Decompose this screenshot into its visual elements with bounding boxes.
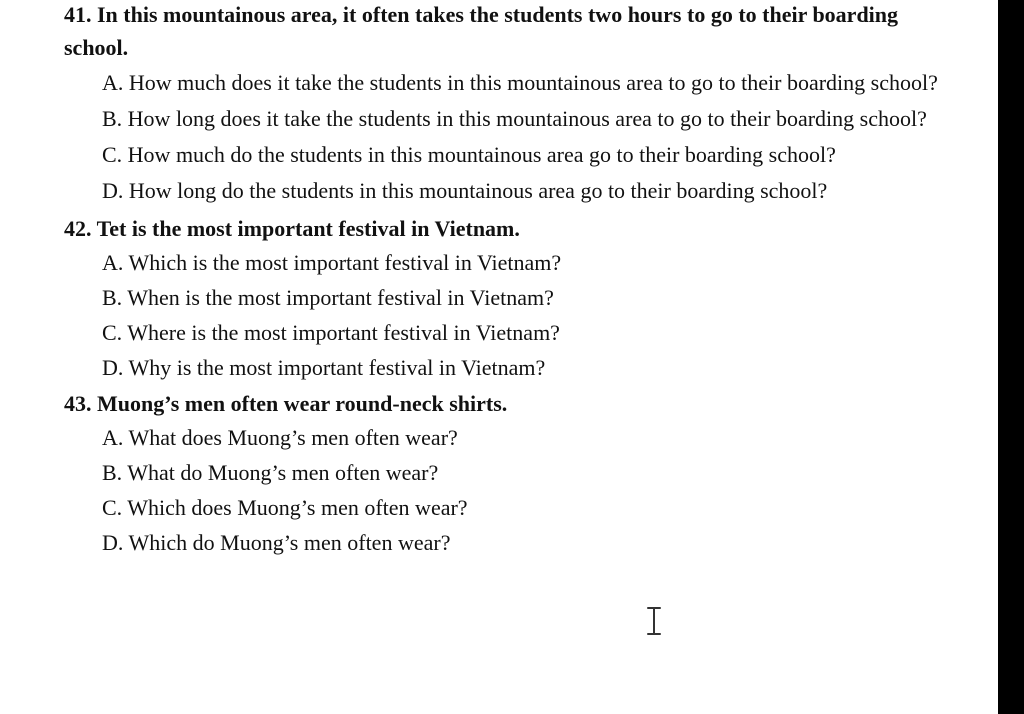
option-b[interactable]: B. What do Muong’s men often wear?	[102, 460, 439, 485]
option-c[interactable]: C. Where is the most important festival in Vietnam?	[102, 320, 560, 345]
text-cursor-icon	[645, 606, 663, 636]
option-d[interactable]: D. How long do the students in this mountainous area go to their boarding school?	[102, 178, 828, 203]
question-stem: 42. Tet is the most important festival in Vietnam.	[64, 216, 520, 241]
option-b[interactable]: B. How long does it take the students in this mountainous area to go to their boarding school?	[102, 106, 927, 131]
question-43	[64, 387, 964, 560]
option-d[interactable]: D. Why is the most important festival in Vietnam?	[102, 355, 546, 380]
question-stem: 41. In this mountainous area, it often takes the students two hours to go to their boarding school.	[64, 2, 899, 60]
question-stem: 43. Muong’s men often wear round-neck shirts.	[64, 391, 508, 416]
option-a[interactable]: A. What does Muong’s men often wear?	[102, 425, 458, 450]
question-41	[64, 0, 964, 208]
question-list	[64, 0, 964, 560]
option-d[interactable]: D. Which do Muong’s men often wear?	[102, 530, 451, 555]
option-c[interactable]: C. How much do the students in this mountainous area go to their boarding school?	[102, 142, 836, 167]
question-42	[64, 212, 964, 385]
option-b[interactable]: B. When is the most important festival in Vietnam?	[102, 285, 554, 310]
option-a[interactable]: A. Which is the most important festival in Vietnam?	[102, 250, 562, 275]
option-c[interactable]: C. Which does Muong’s men often wear?	[102, 495, 468, 520]
option-a[interactable]: A. How much does it take the students in this mountainous area to go to their boarding school?	[102, 70, 938, 95]
